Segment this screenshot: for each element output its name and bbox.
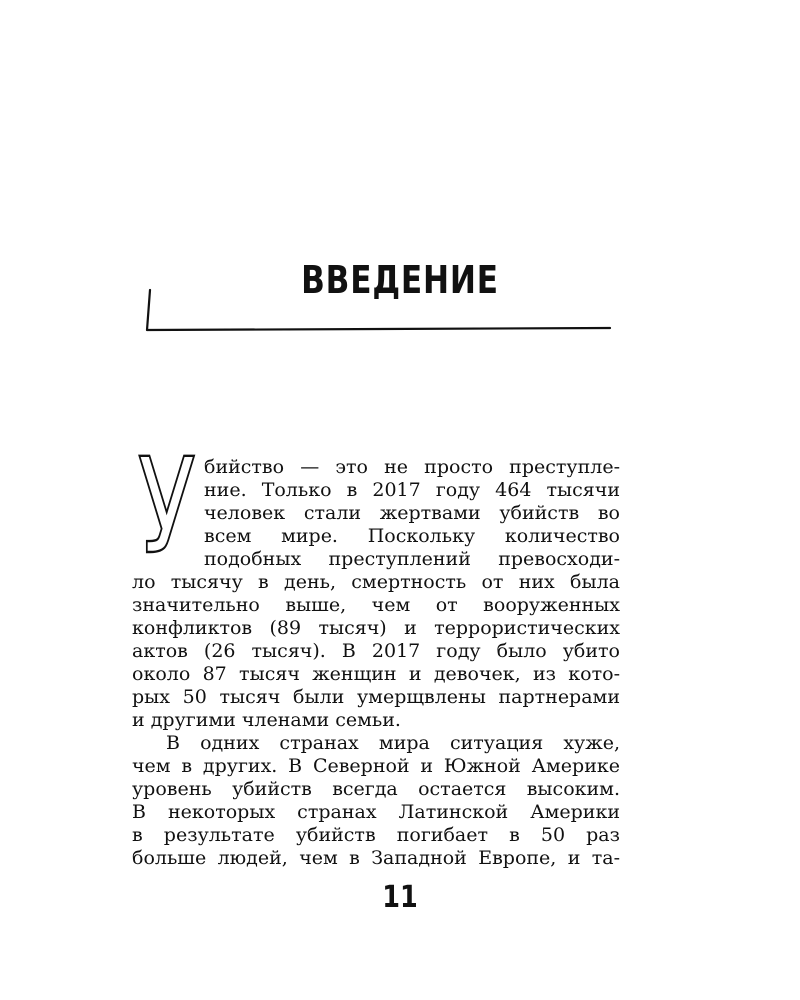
text-line: ло тысячу в день, смертность от них была <box>132 571 620 593</box>
text-line: уровень убийств всегда остается высоким. <box>132 778 620 800</box>
text-line: В некоторых странах Латинской Америки <box>132 801 620 823</box>
text-line: подобных преступлений превосходи- <box>204 548 620 570</box>
chapter-title: ВВЕДЕНИЕ <box>301 258 499 302</box>
page-number: 11 <box>382 880 418 915</box>
text-line: рых 50 тысяч были умерщвлены партнерами <box>132 686 620 708</box>
text-line: в результате убийств погибает в 50 раз <box>132 824 620 846</box>
body-text <box>132 456 620 870</box>
text-line: человек стали жертвами убийств во <box>204 502 620 524</box>
text-line: чем в других. В Северной и Южной Америке <box>132 755 620 777</box>
paragraph-1 <box>132 456 620 732</box>
text-line: ние. Только в 2017 году 464 тысячи <box>204 479 620 501</box>
text-line: всем мире. Поскольку количество <box>204 525 620 547</box>
text-line: бийство — это не просто преступле- <box>204 456 620 478</box>
text-line: около 87 тысяч женщин и девочек, из кото- <box>132 663 620 685</box>
drop-cap-glyph: У <box>137 452 196 570</box>
text-line: и другими членами семьи. <box>132 709 401 731</box>
text-line: конфликтов (89 тысяч) и террористических <box>132 617 620 639</box>
text-line: значительно выше, чем от вооруженных <box>132 594 620 616</box>
paragraph-2 <box>132 732 620 870</box>
text-line: актов (26 тысяч). В 2017 году было убито <box>132 640 620 662</box>
text-line: больше людей, чем в Западной Европе, и та- <box>132 847 620 869</box>
text-line: В одних странах мира ситуация хуже, <box>166 732 620 754</box>
